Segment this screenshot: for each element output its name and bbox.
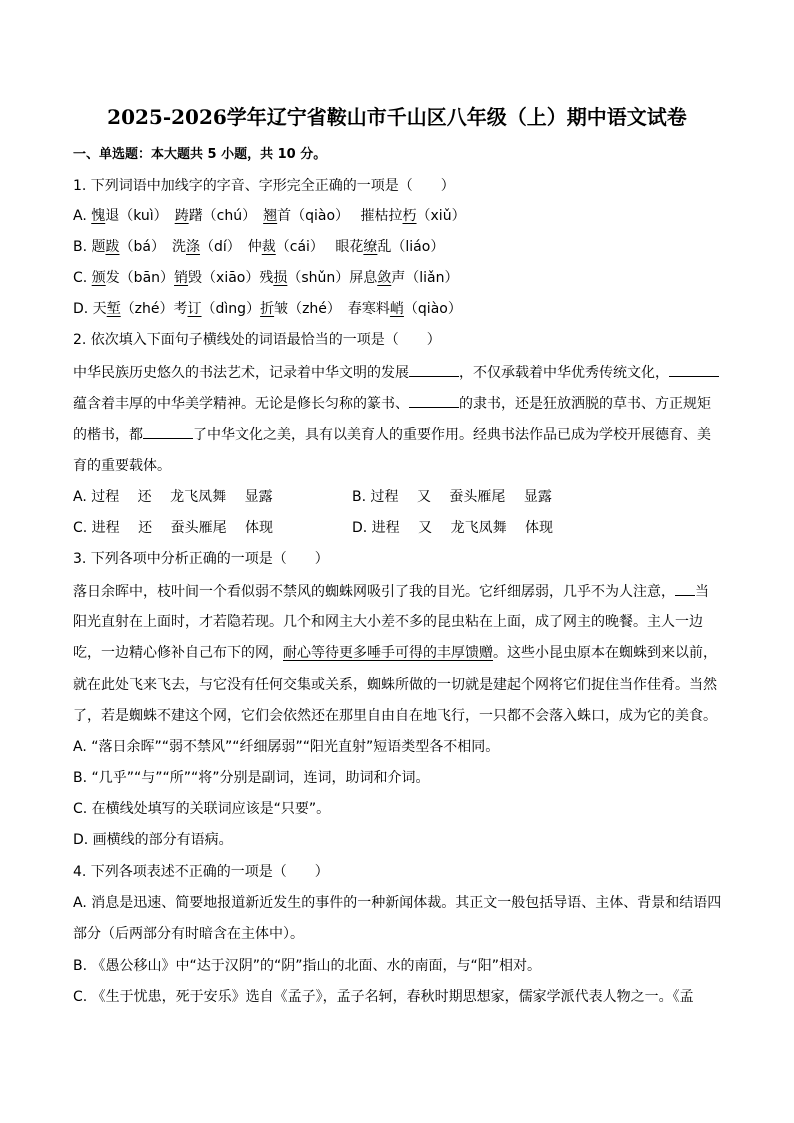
q3-passage-line: 落日余晖中，枝叶间一个看似弱不禁风的蜘蛛网吸引了我的目光。它纤细孱弱，几乎不为人注意， 当 <box>73 581 709 602</box>
q3-passage-line: 了，若是蜘蛛不建这个网，它们会依然还在那里自由自在地飞行，一只都不会落入蛛口，成为它的美食。 <box>73 708 717 724</box>
q3-passage-line: 阳光直射在上面时，才若隐若现。几个和网主大小差不多的昆虫粘在上面，成了网主的晚餐。主人一边 <box>73 614 703 630</box>
q1-option-b[interactable]: B. 题跋（bá） 洗涤（dí） 仲裁（cái） 眼花缭乱（liáo） <box>73 239 445 255</box>
q3-passage-line: 就在此处飞来飞去，与它没有任何交集或关系，蜘蛛所做的一切就是建起个网将它们捉住当作佳肴。当然 <box>73 677 717 693</box>
q2-option-c[interactable]: C. 进程 还 蚕头雁尾 体现 <box>73 520 274 536</box>
q2-option-b[interactable]: B. 过程 又 蚕头雁尾 显露 <box>352 489 552 505</box>
fill-blank <box>409 393 459 408</box>
fill-blank <box>669 362 719 377</box>
q2-stem: 2. 依次填入下面句子横线处的词语最恰当的一项是（ ） <box>73 332 441 348</box>
underlined-phrase: 耐心等待更多唾手可得的丰厚馈赠 <box>283 645 493 661</box>
q2-passage-line: 育的重要载体。 <box>73 458 171 474</box>
q2-passage-line: 的楷书，都 了中华文化之美，具有以美育人的重要作用。经典书法作品已成为学校开展德育、美 <box>73 424 711 445</box>
q2-option-a[interactable]: A. 过程 还 龙飞凤舞 显露 <box>73 489 273 505</box>
q2-passage-line: 蕴含着丰厚的中华美学精神。无论是修长匀称的篆书、 的隶书，还是狂放洒脱的草书、方正规矩 <box>73 393 711 414</box>
q1-stem: 1. 下列词语中加线字的字音、字形完全正确的一项是（ ） <box>73 178 455 194</box>
q1-option-d[interactable]: D. 天堑（zhé）考订（dìng）折皱（zhé） 春寒料峭（qiào） <box>73 301 462 317</box>
q4-stem: 4. 下列各项表述不正确的一项是（ ） <box>73 864 329 880</box>
q3-option-a[interactable]: A. “落日余晖”“弱不禁风”“纤细孱弱”“阳光直射”短语类型各不相同。 <box>73 739 500 755</box>
fill-blank <box>675 581 695 596</box>
q4-option-b[interactable]: B. 《愚公移山》中“达于汉阴”的“阴”指山的北面、水的南面，与“阳”相对。 <box>73 958 542 974</box>
exam-title: 2025-2026学年辽宁省鞍山市千山区八年级（上）期中语文试卷 <box>107 105 687 129</box>
section-heading: 一、单选题：本大题共 5 小题，共 10 分。 <box>73 147 327 162</box>
q3-option-c[interactable]: C. 在横线处填写的关联词应该是“只要”。 <box>73 801 331 817</box>
q3-option-b[interactable]: B. “几乎”“与”“所”“将”分别是副词，连词，助词和介词。 <box>73 770 430 786</box>
q3-stem: 3. 下列各项中分析正确的一项是（ ） <box>73 551 329 567</box>
q4-option-a[interactable]: A. 消息是迅速、简要地报道新近发生的事件的一种新闻体裁。其正文一般包括导语、主体、背景和结语四 <box>73 895 722 911</box>
q2-passage-line: 中华民族历史悠久的书法艺术，记录着中华文明的发展 ，不仅承载着中华优秀传统文化， <box>73 362 719 383</box>
fill-blank <box>143 424 193 439</box>
q1-option-a[interactable]: A. 愧退（kuì） 踌躇（chú） 翘首（qiào） 摧枯拉朽（xiǔ） <box>73 208 466 224</box>
fill-blank <box>409 362 459 377</box>
q3-option-d[interactable]: D. 画横线的部分有语病。 <box>73 832 233 848</box>
q4-option-a-cont: 部分（后两部分有时暗含在主体中）。 <box>73 926 304 942</box>
q4-option-c[interactable]: C. 《生于忧患，死于安乐》选自《孟子》，孟子名轲，春秋时期思想家，儒家学派代表人物之一。《孟 <box>73 989 694 1005</box>
q1-option-c[interactable]: C. 颁发（bān）销毁（xiāo）残损（shǔn）屏息敛声（liǎn） <box>73 270 459 286</box>
q3-passage-line: 吃，一边精心修补自己布下的网，耐心等待更多唾手可得的丰厚馈赠。这些小昆虫原本在蜘蛛到来以前， <box>73 645 717 661</box>
q2-option-d[interactable]: D. 进程 又 龙飞凤舞 体现 <box>352 520 554 536</box>
